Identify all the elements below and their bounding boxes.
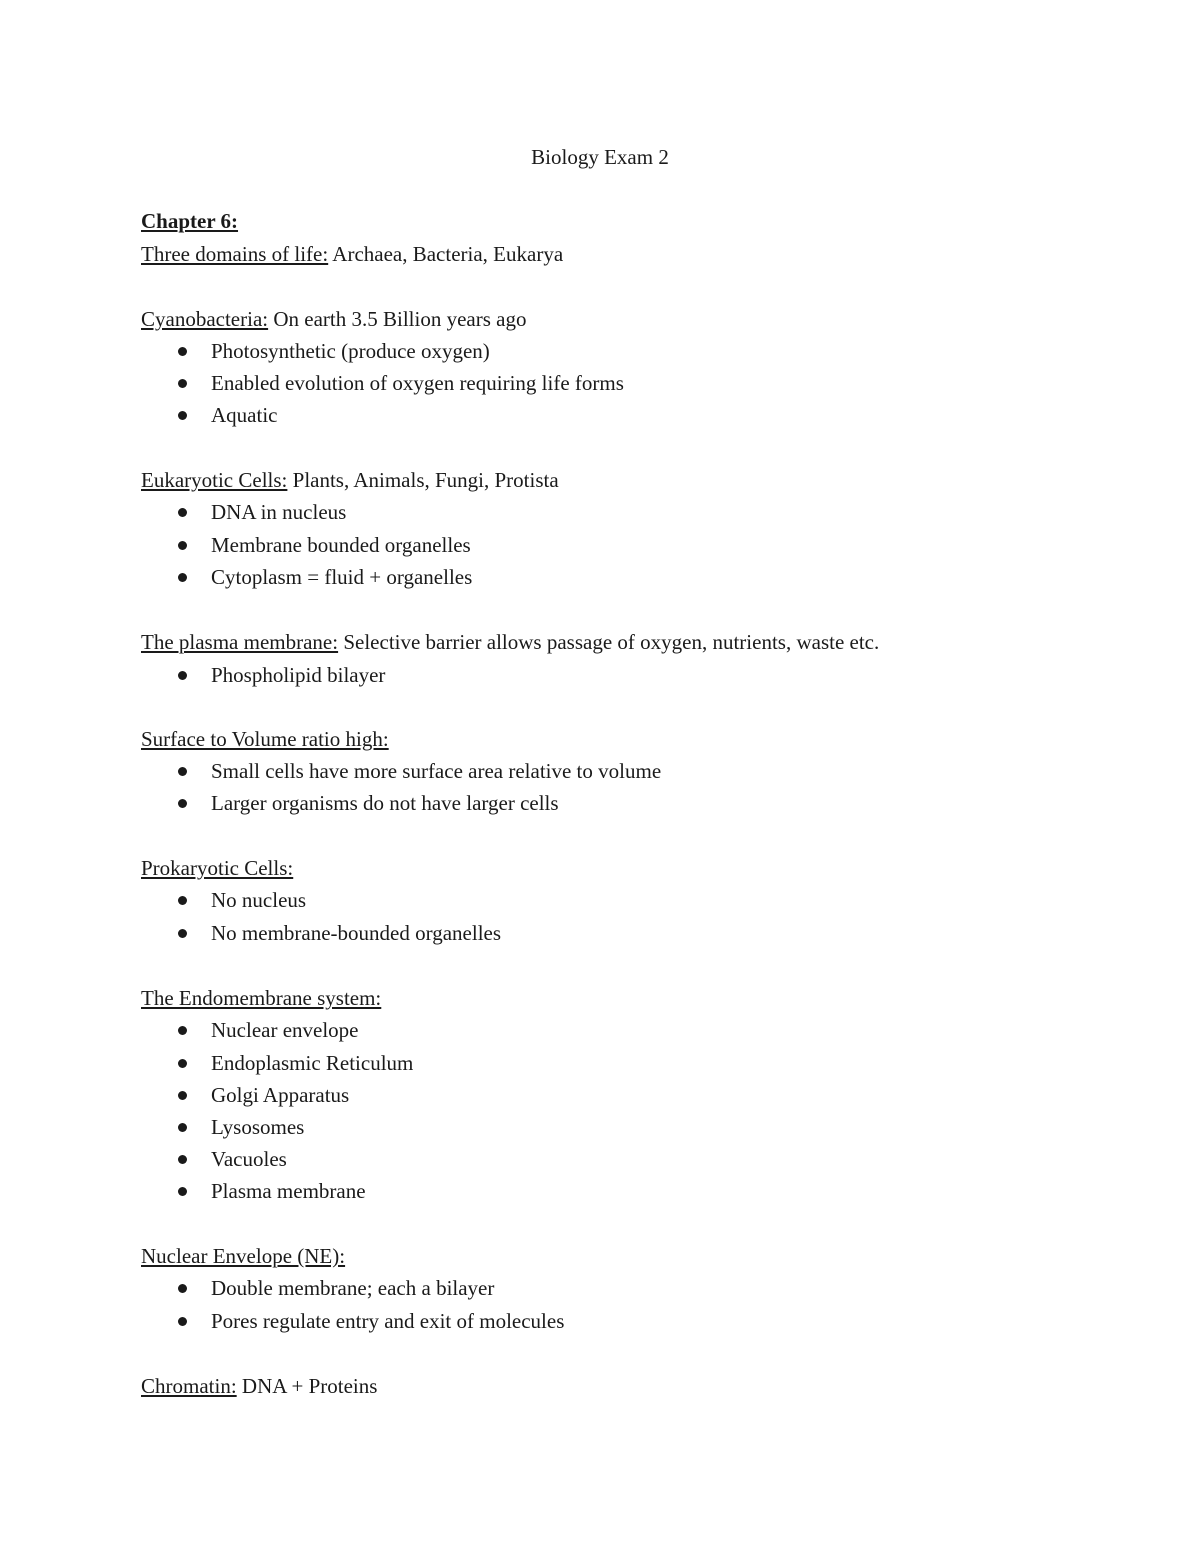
bullet-icon bbox=[178, 541, 187, 550]
list-item-text: Double membrane; each a bilayer bbox=[211, 1276, 495, 1300]
list-item-text: Phospholipid bilayer bbox=[211, 663, 386, 687]
section-label: Prokaryotic Cells: bbox=[141, 856, 294, 880]
section-cyanobacteria bbox=[141, 305, 526, 333]
section-text: Selective barrier allows passage of oxygen, nutrients, waste etc. bbox=[338, 630, 880, 654]
list-item-text: Membrane bounded organelles bbox=[211, 533, 471, 557]
bullet-icon bbox=[178, 1026, 187, 1035]
list-item-text: Pores regulate entry and exit of molecules bbox=[211, 1309, 565, 1333]
list-item-text: Vacuoles bbox=[211, 1147, 287, 1171]
list-item-text: Larger organisms do not have larger cells bbox=[211, 791, 559, 815]
section-nuclear-envelope bbox=[141, 1242, 345, 1270]
list-item-text: Endoplasmic Reticulum bbox=[211, 1051, 414, 1075]
section-text: Plants, Animals, Fungi, Protista bbox=[287, 468, 559, 492]
bullet-icon bbox=[178, 1187, 187, 1196]
list-item-text: No membrane-bounded organelles bbox=[211, 921, 502, 945]
bullet-icon bbox=[178, 1284, 187, 1293]
section-label: Surface to Volume ratio high: bbox=[141, 727, 389, 751]
list-item-text: Lysosomes bbox=[211, 1115, 305, 1139]
section-plasma-membrane bbox=[141, 628, 879, 656]
bullet-icon bbox=[178, 379, 187, 388]
bullet-icon bbox=[178, 1059, 187, 1068]
bullet-icon bbox=[178, 1317, 187, 1326]
section-label: The Endomembrane system: bbox=[141, 986, 382, 1010]
bullet-icon bbox=[178, 896, 187, 905]
section-eukaryotic bbox=[141, 466, 559, 494]
list-item-text: Cytoplasm = fluid + organelles bbox=[211, 565, 473, 589]
list-item-text: Small cells have more surface area relative to volume bbox=[211, 759, 662, 783]
list-item-text: No nucleus bbox=[211, 888, 307, 912]
bullet-icon bbox=[178, 573, 187, 582]
list-item-text: Plasma membrane bbox=[211, 1179, 366, 1203]
bullet-icon bbox=[178, 929, 187, 938]
bullet-icon bbox=[178, 508, 187, 517]
bullet-icon bbox=[178, 1123, 187, 1132]
bullet-icon bbox=[178, 411, 187, 420]
section-label: Nuclear Envelope (NE): bbox=[141, 1244, 346, 1268]
section-prokaryotic bbox=[141, 854, 293, 882]
list-item-text: Enabled evolution of oxygen requiring life forms bbox=[211, 371, 624, 395]
list-item-text: Photosynthetic (produce oxygen) bbox=[211, 339, 490, 363]
bullet-icon bbox=[178, 767, 187, 776]
bullet-icon bbox=[178, 347, 187, 356]
bullet-icon bbox=[178, 1155, 187, 1164]
section-chromatin bbox=[141, 1372, 377, 1400]
list-item-text: Nuclear envelope bbox=[211, 1018, 359, 1042]
section-label: The plasma membrane: bbox=[141, 630, 339, 654]
list-item-text: Golgi Apparatus bbox=[211, 1083, 350, 1107]
section-text: On earth 3.5 Billion years ago bbox=[268, 307, 527, 331]
list-item-text: Aquatic bbox=[211, 403, 278, 427]
bullet-icon bbox=[178, 671, 187, 680]
chapter-heading: Chapter 6: bbox=[141, 209, 239, 233]
section-label: Eukaryotic Cells: bbox=[141, 468, 288, 492]
document-title: Biology Exam 2 bbox=[531, 145, 669, 169]
bullet-icon bbox=[178, 799, 187, 808]
section-label: Chromatin: bbox=[141, 1374, 237, 1398]
section-endomembrane bbox=[141, 984, 381, 1012]
section-label: Three domains of life: bbox=[141, 242, 329, 266]
section-text: Archaea, Bacteria, Eukarya bbox=[328, 242, 564, 266]
list-item-text: DNA in nucleus bbox=[211, 500, 347, 524]
section-domains bbox=[141, 240, 563, 268]
section-surface-volume bbox=[141, 725, 389, 753]
section-text: DNA + Proteins bbox=[236, 1374, 378, 1398]
section-label: Cyanobacteria: bbox=[141, 307, 269, 331]
bullet-icon bbox=[178, 1091, 187, 1100]
